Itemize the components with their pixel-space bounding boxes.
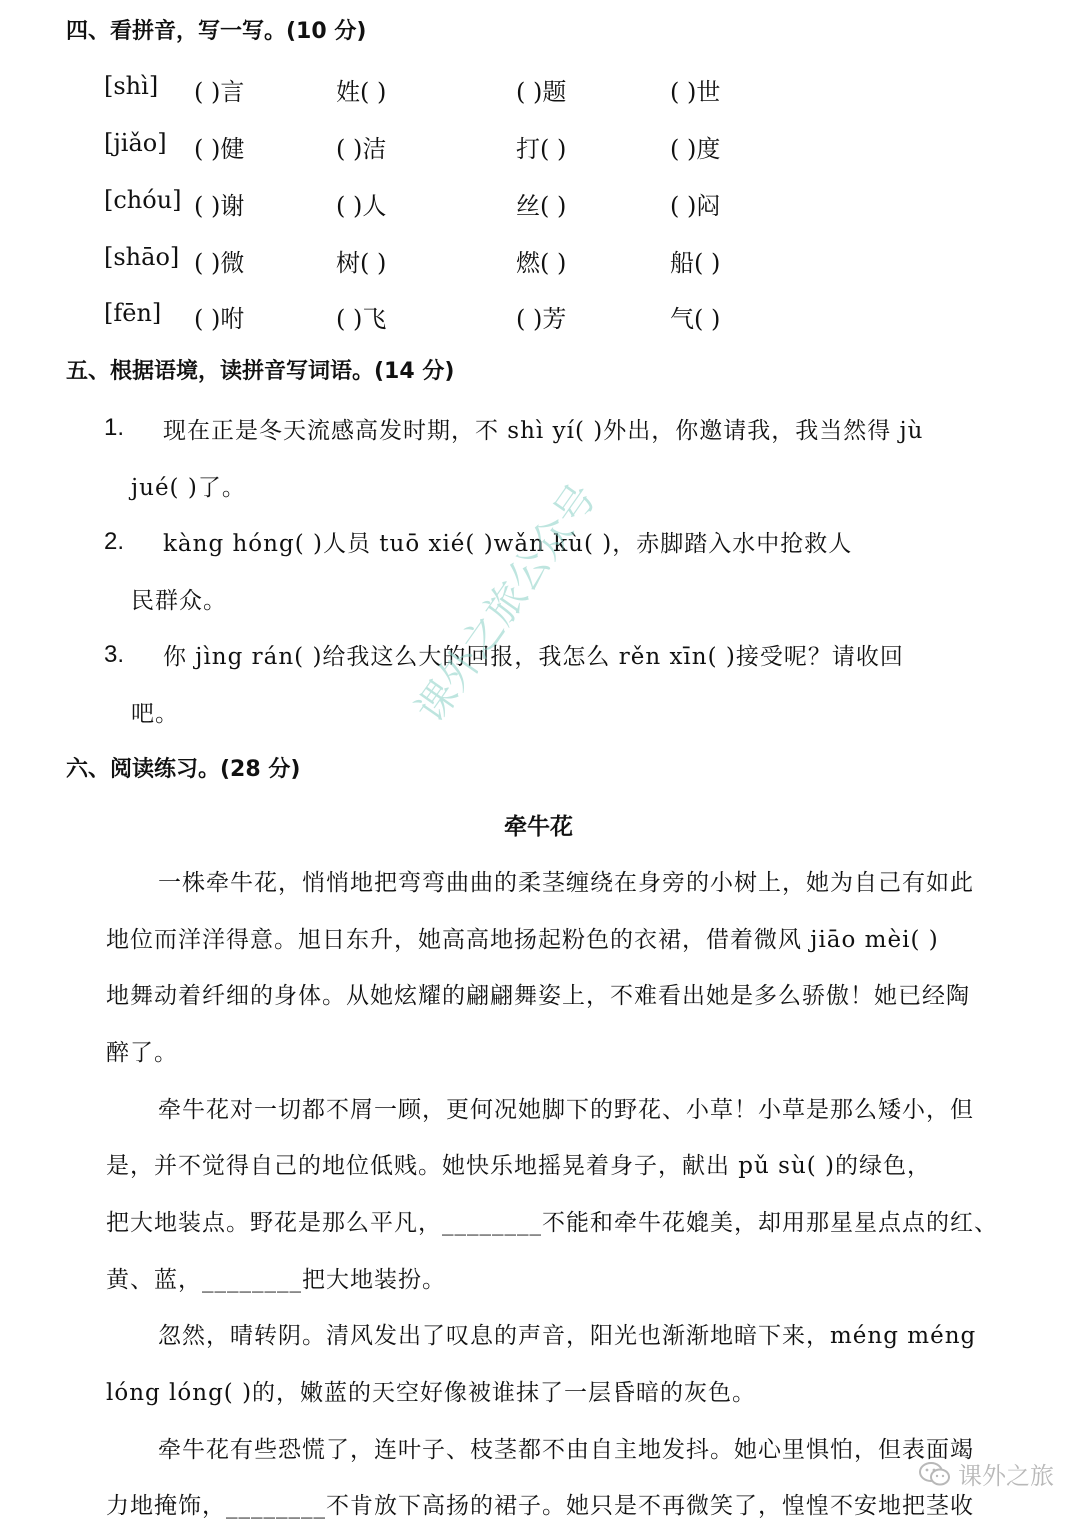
question-line: kàng hóng( )人员 tuō xié( )wǎn kù( )，赤脚踏入水中抢救人 [163, 531, 853, 557]
watermark: 课外之旅公众号 [407, 475, 606, 732]
word-blank: 气( ) [670, 305, 721, 333]
paragraph-line: 是，并不觉得自己的地位低贱。她快乐地摇晃着身子，献出 pǔ sù( )的绿色， [106, 1153, 932, 1179]
paragraph-line: 忽然，晴转阴。清风发出了叹息的声音，阳光也渐渐地暗下来，méng méng [158, 1323, 977, 1349]
pinyin-label: [shāo] [104, 243, 180, 271]
paragraph-line: 牵牛花对一切都不屑一顾，更何况她脚下的野花、小草！小草是那么矮小，但 [158, 1097, 974, 1123]
question-line: 你 jìng rán( )给我这么大的回报，我怎么 rěn xīn( )接受呢？请收回 [163, 644, 904, 670]
question-line: jué( )了。 [131, 475, 246, 501]
word-blank: 燃( ) [516, 249, 567, 277]
word-blank: 打( ) [516, 135, 567, 163]
section4-heading: 四、看拼音，写一写。(10 分) [66, 19, 367, 44]
paragraph-line: 醉了。 [106, 1040, 178, 1066]
paragraph-line: 地位而洋洋得意。旭日东升，她高高地扬起粉色的衣裙，借着微风 jiāo mèi( ) [106, 927, 939, 953]
paragraph-line: 黄、蓝，________把大地装扮。 [106, 1267, 446, 1293]
pinyin-label: [chóu] [104, 186, 182, 214]
word-blank: ( )题 [516, 78, 567, 106]
paragraph-line: 牵牛花有些恐慌了，连叶子、枝茎都不由自主地发抖。她心里惧怕，但表面竭 [158, 1437, 974, 1463]
word-blank: ( )世 [670, 78, 721, 106]
paragraph-line: lóng lóng( )的，嫩蓝的天空好像被谁抹了一层昏暗的灰色。 [106, 1380, 757, 1406]
question-number: 2. [104, 528, 125, 555]
word-blank: 船( ) [670, 249, 721, 277]
question-number: 1. [104, 414, 125, 441]
word-blank: ( )芳 [516, 305, 567, 333]
word-blank: ( )谢 [194, 192, 245, 220]
section5-heading: 五、根据语境，读拼音写词语。(14 分) [66, 359, 455, 384]
paragraph-line: 把大地装点。野花是那么平凡，________不能和牵牛花媲美，却用那星星点点的红、 [106, 1210, 998, 1236]
question-line: 吧。 [131, 701, 179, 727]
word-blank: ( )度 [670, 135, 721, 163]
word-blank: ( )洁 [336, 135, 387, 163]
section6-heading: 六、阅读练习。(28 分) [66, 757, 301, 782]
story-title: 牵牛花 [504, 814, 573, 840]
question-line: 现在正是冬天流感高发时期，不 shì yí( )外出，你邀请我，我当然得 jù [163, 418, 924, 444]
footer-logo-text: 课外之旅 [958, 1462, 1054, 1490]
pinyin-label: [shì] [104, 72, 159, 100]
word-blank: ( )言 [194, 78, 245, 106]
word-blank: ( )飞 [336, 305, 387, 333]
word-blank: 丝( ) [516, 192, 567, 220]
word-blank: ( )人 [336, 192, 387, 220]
word-blank: 树( ) [336, 249, 387, 277]
word-blank: 姓( ) [336, 78, 387, 106]
word-blank: ( )微 [194, 249, 245, 277]
word-blank: ( )咐 [194, 305, 245, 333]
paragraph-line: 地舞动着纤细的身体。从她炫耀的翩翩舞姿上，不难看出她是多么骄傲！她已经陶 [106, 983, 970, 1009]
wechat-icon [918, 1460, 952, 1488]
footer-logo [918, 1456, 1054, 1491]
question-line: 民群众。 [131, 588, 227, 614]
pinyin-label: [fēn] [104, 299, 162, 327]
paragraph-line: 力地掩饰，________不肯放下高扬的裙子。她只是不再微笑了，惶惶不安地把茎收 [106, 1493, 974, 1519]
word-blank: ( )闷 [670, 192, 721, 220]
word-blank: ( )健 [194, 135, 245, 163]
pinyin-label: [jiǎo] [104, 129, 167, 157]
question-number: 3. [104, 641, 125, 668]
paragraph-line: 一株牵牛花，悄悄地把弯弯曲曲的柔茎缠绕在身旁的小树上，她为自己有如此 [158, 870, 974, 896]
